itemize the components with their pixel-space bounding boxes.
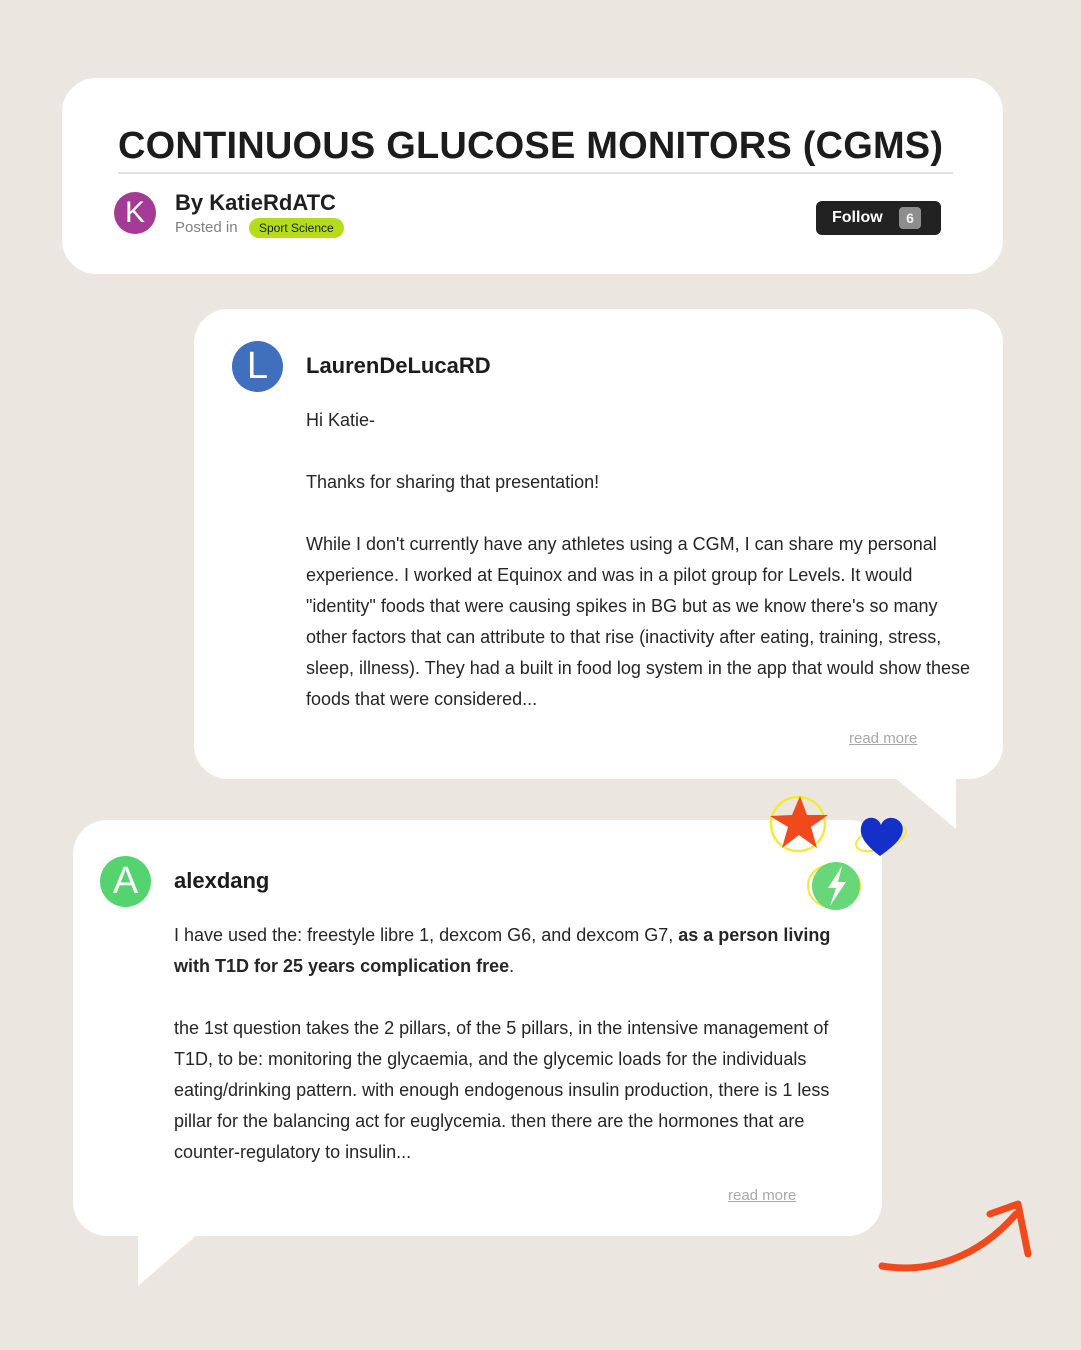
read-more-link[interactable]: read more bbox=[849, 730, 918, 747]
comment-bold-text: as a person living with T1D for 25 years complication free bbox=[174, 925, 831, 976]
comment-body bbox=[306, 405, 971, 715]
post-title: CONTINUOUS GLUCOSE MONITORS (CGMS) bbox=[118, 125, 944, 167]
comment-paragraph: Thanks for sharing that presentation! bbox=[306, 472, 600, 492]
category-tag[interactable]: Sport Science bbox=[249, 218, 344, 238]
comment-card bbox=[194, 309, 1003, 779]
author-byline[interactable]: By KatieRdATC bbox=[175, 190, 336, 215]
posted-in-label: Posted in bbox=[175, 219, 238, 236]
comment-paragraph bbox=[174, 920, 854, 982]
comment-paragraph: Hi Katie- bbox=[306, 410, 376, 430]
commenter-avatar[interactable]: L bbox=[232, 341, 283, 392]
commenter-username[interactable]: alexdang bbox=[174, 868, 270, 893]
author-avatar[interactable]: K bbox=[114, 192, 156, 234]
follow-button[interactable] bbox=[816, 201, 941, 235]
speech-bubble-tail bbox=[138, 1234, 200, 1288]
lightning-badge-icon bbox=[804, 856, 866, 916]
comment-body bbox=[174, 920, 854, 1168]
title-divider bbox=[118, 172, 953, 174]
curved-arrow-icon bbox=[878, 1196, 1036, 1278]
commenter-avatar[interactable]: A bbox=[100, 856, 151, 907]
comment-text: . bbox=[509, 956, 515, 976]
comment-text: I have used the: freestyle libre 1, dexcom G6, and dexcom G7, bbox=[174, 925, 679, 945]
read-more-link[interactable]: read more bbox=[728, 1187, 797, 1204]
post-header-card bbox=[62, 78, 1003, 274]
follow-label: Follow bbox=[832, 209, 883, 226]
commenter-username[interactable]: LaurenDeLucaRD bbox=[306, 353, 491, 378]
comment-paragraph: the 1st question takes the 2 pillars, of the 5 pillars, in the intensive management of T1D, to be: monitoring the glycaemia, and the glycemic loads for the individuals eating/drinking pattern. with enough endogenous insulin production, there is 1 less pillar for the balancing act for euglycemia. then there are the hormones that are counter-regulatory to insulin... bbox=[174, 1018, 830, 1162]
star-sticker-icon bbox=[764, 790, 834, 860]
comment-paragraph: While I don't currently have any athletes using a CGM, I can share my personal experience. I worked at Equinox and was in a pilot group for Levels. It would "identity" foods that were causing spikes in BG but as we know there's so many other factors that can attribute to that rise (inactivity after eating, training, stress, sleep, illness). They had a built in food log system in the app that would show these foods that were considered... bbox=[306, 534, 971, 709]
follower-count-badge: 6 bbox=[899, 207, 921, 229]
comment-card bbox=[73, 820, 882, 1236]
